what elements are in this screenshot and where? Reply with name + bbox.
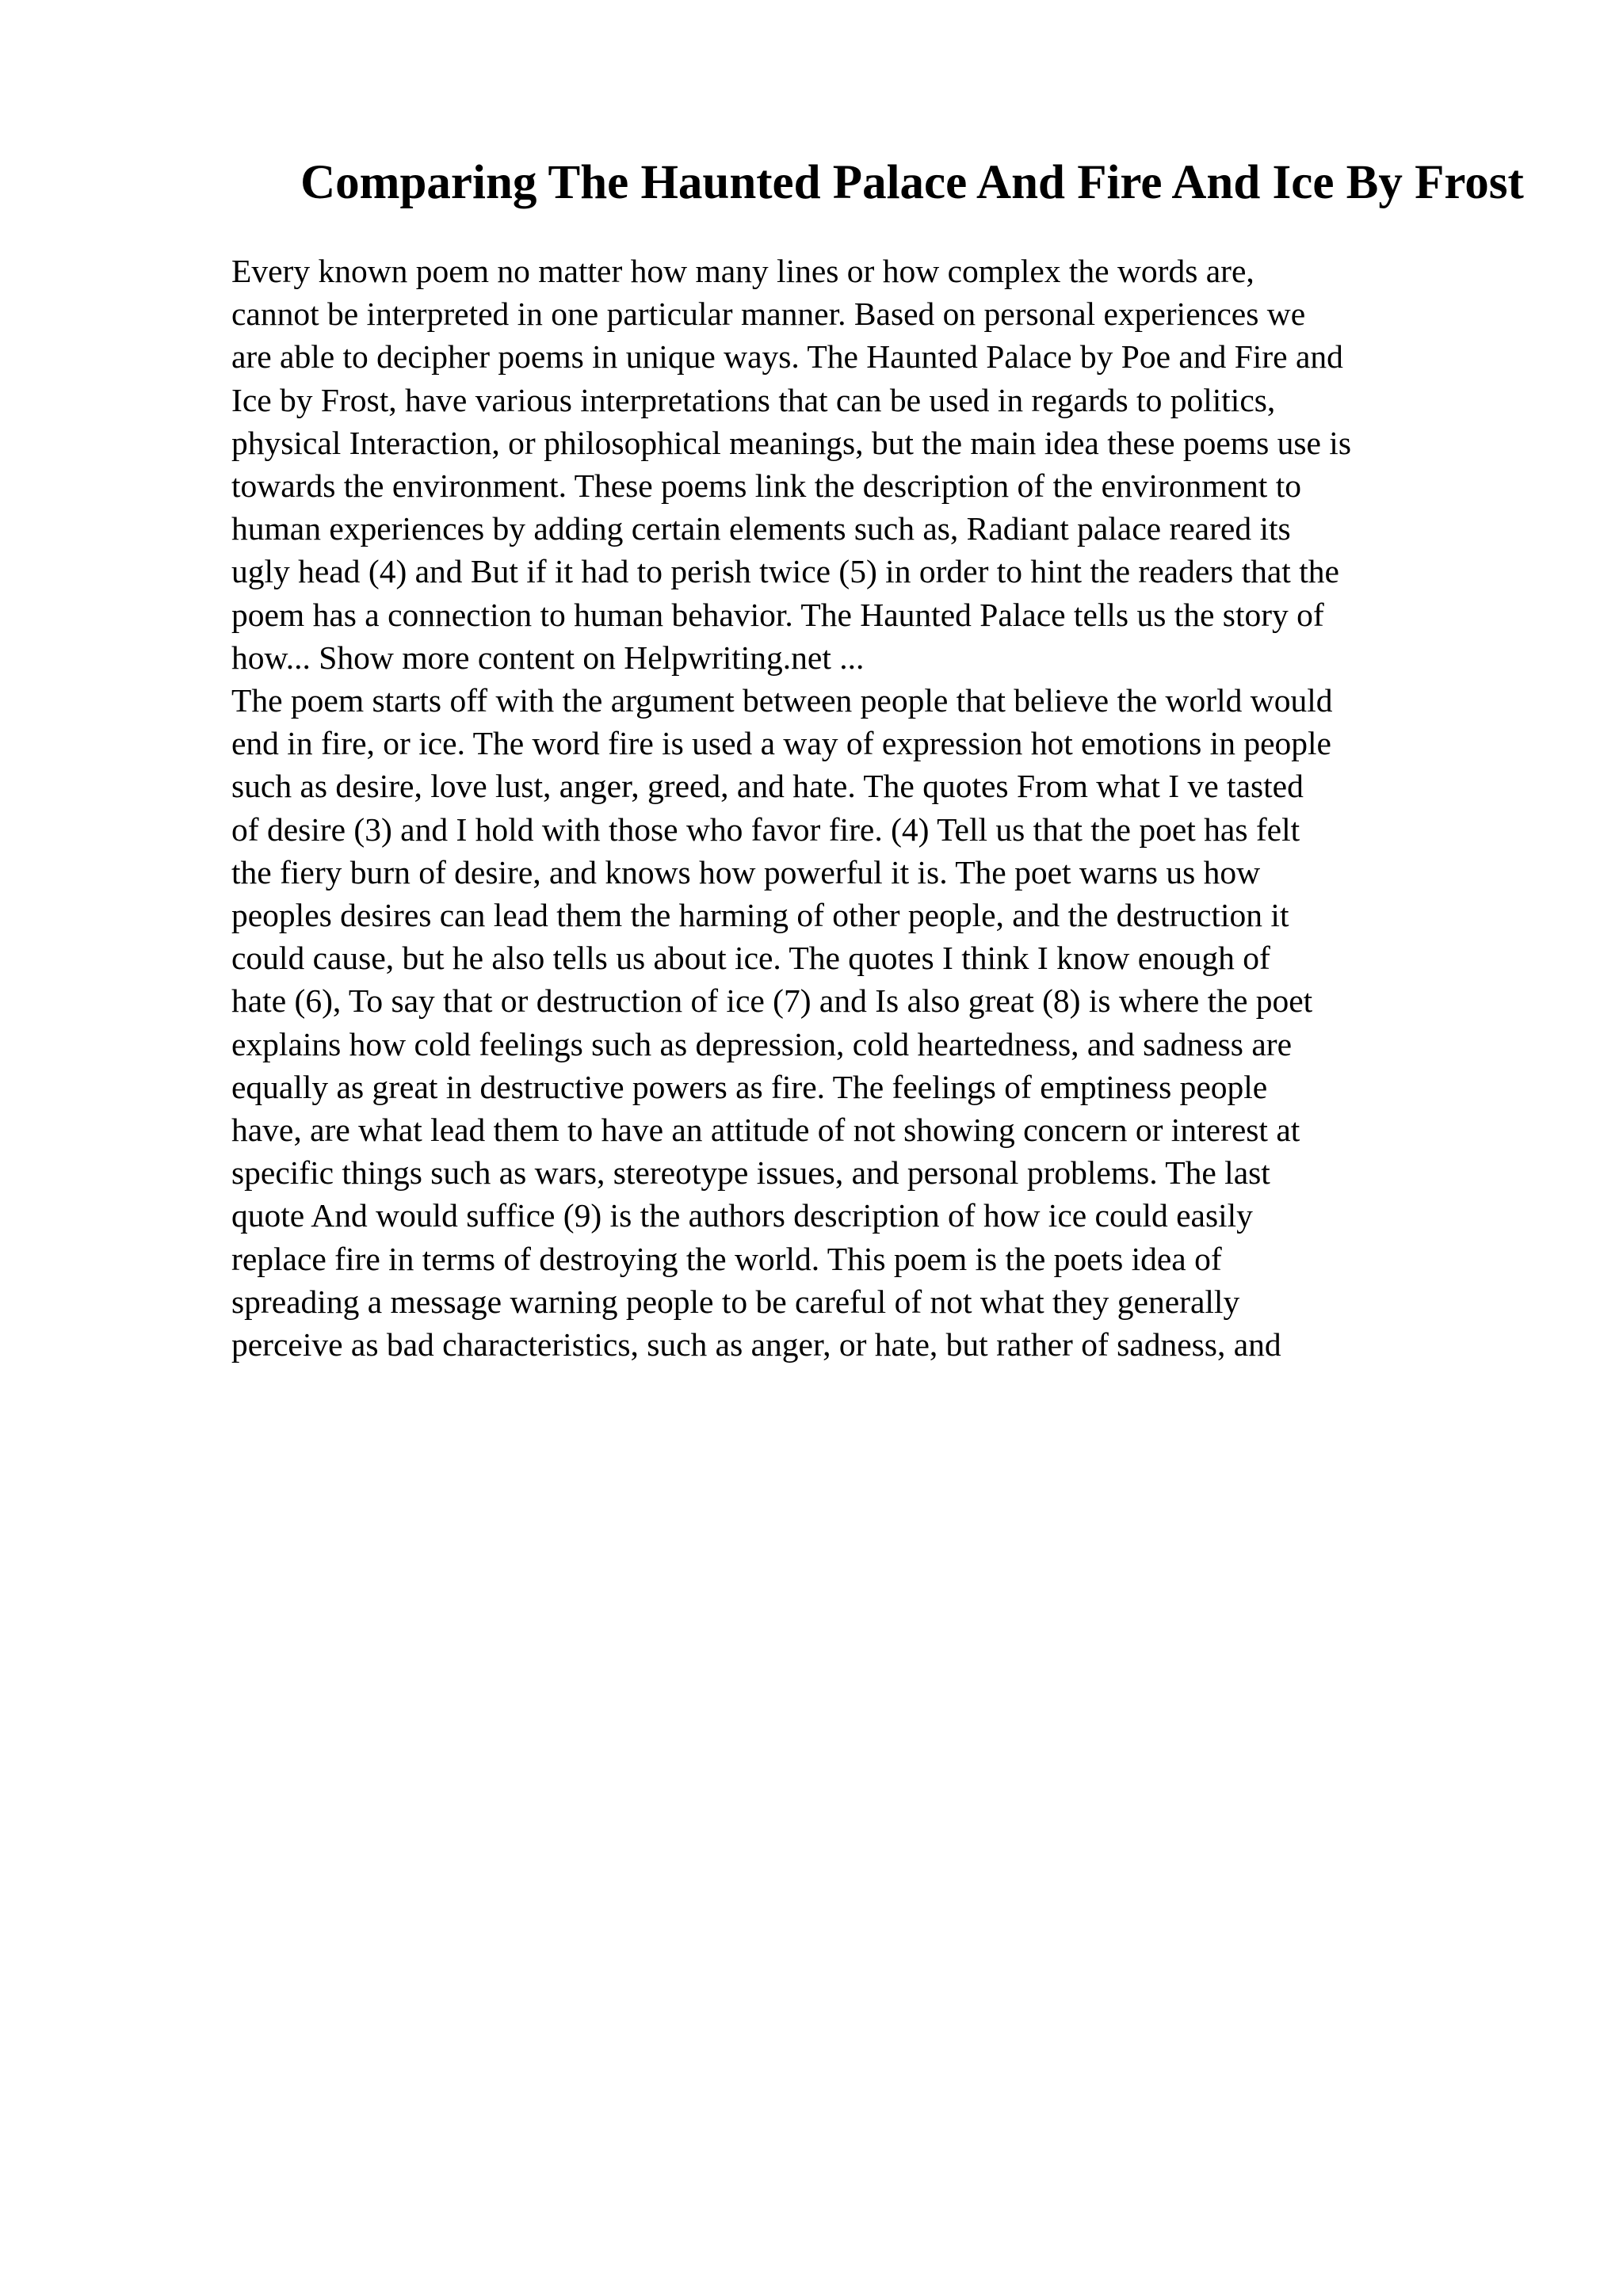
body-line: specific things such as wars, stereotype issues, and personal problems. The last [231,1154,1270,1192]
body-line: such as desire, love lust, anger, greed, and hate. The quotes From what I ve tasted [231,768,1304,805]
body-line: physical Interaction, or philosophical meanings, but the main idea these poems use is [231,424,1351,461]
body-line: human experiences by adding certain elements such as, Radiant palace reared its [231,510,1291,547]
body-line: replace fire in terms of destroying the world. This poem is the poets idea of [231,1240,1222,1277]
body-line: of desire (3) and I hold with those who favor fire. (4) Tell us that the poet has felt [231,810,1300,848]
document-body [231,250,1579,1366]
body-line: Ice by Frost, have various interpretations that can be used in regards to politics, [231,381,1276,418]
body-line: ugly head (4) and But if it had to perish twice (5) in order to hint the readers that the [231,553,1339,590]
document-title: Comparing The Haunted Palace And Fire And Ice By Frost [300,156,1524,209]
body-line: hate (6), To say that or destruction of ice (7) and Is also great (8) is where the poet [231,982,1313,1020]
body-line: cannot be interpreted in one particular manner. Based on personal experiences we [231,296,1306,333]
body-line: towards the environment. These poems link the description of the environment to [231,467,1301,505]
body-line: end in fire, or ice. The word fire is used a way of expression hot emotions in people [231,725,1331,762]
body-line: could cause, but he also tells us about ice. The quotes I think I know enough of [231,940,1270,977]
body-line: quote And would suffice (9) is the authors description of how ice could easily [231,1197,1253,1234]
body-line: equally as great in destructive powers as fire. The feelings of emptiness people [231,1068,1268,1105]
body-line: the fiery burn of desire, and knows how powerful it is. The poet warns us how [231,853,1261,891]
body-line: have, are what lead them to have an attitude of not showing concern or interest at [231,1112,1300,1149]
body-line: The poem starts off with the argument between people that believe the world would [231,682,1333,719]
body-line: Every known poem no matter how many lines or how complex the words are, [231,253,1254,289]
body-line: poem has a connection to human behavior. The Haunted Palace tells us the story of [231,596,1324,633]
body-line: spreading a message warning people to be careful of not what they generally [231,1283,1240,1320]
body-line: perceive as bad characteristics, such as anger, or hate, but rather of sadness, and [231,1326,1281,1363]
body-line: peoples desires can lead them the harming of other people, and the destruction it [231,897,1289,934]
body-line: how... Show more content on Helpwriting.net ... [231,639,865,676]
body-line: explains how cold feelings such as depression, cold heartedness, and sadness are [231,1025,1292,1062]
body-line: are able to decipher poems in unique ways. The Haunted Palace by Poe and Fire and [231,338,1343,376]
